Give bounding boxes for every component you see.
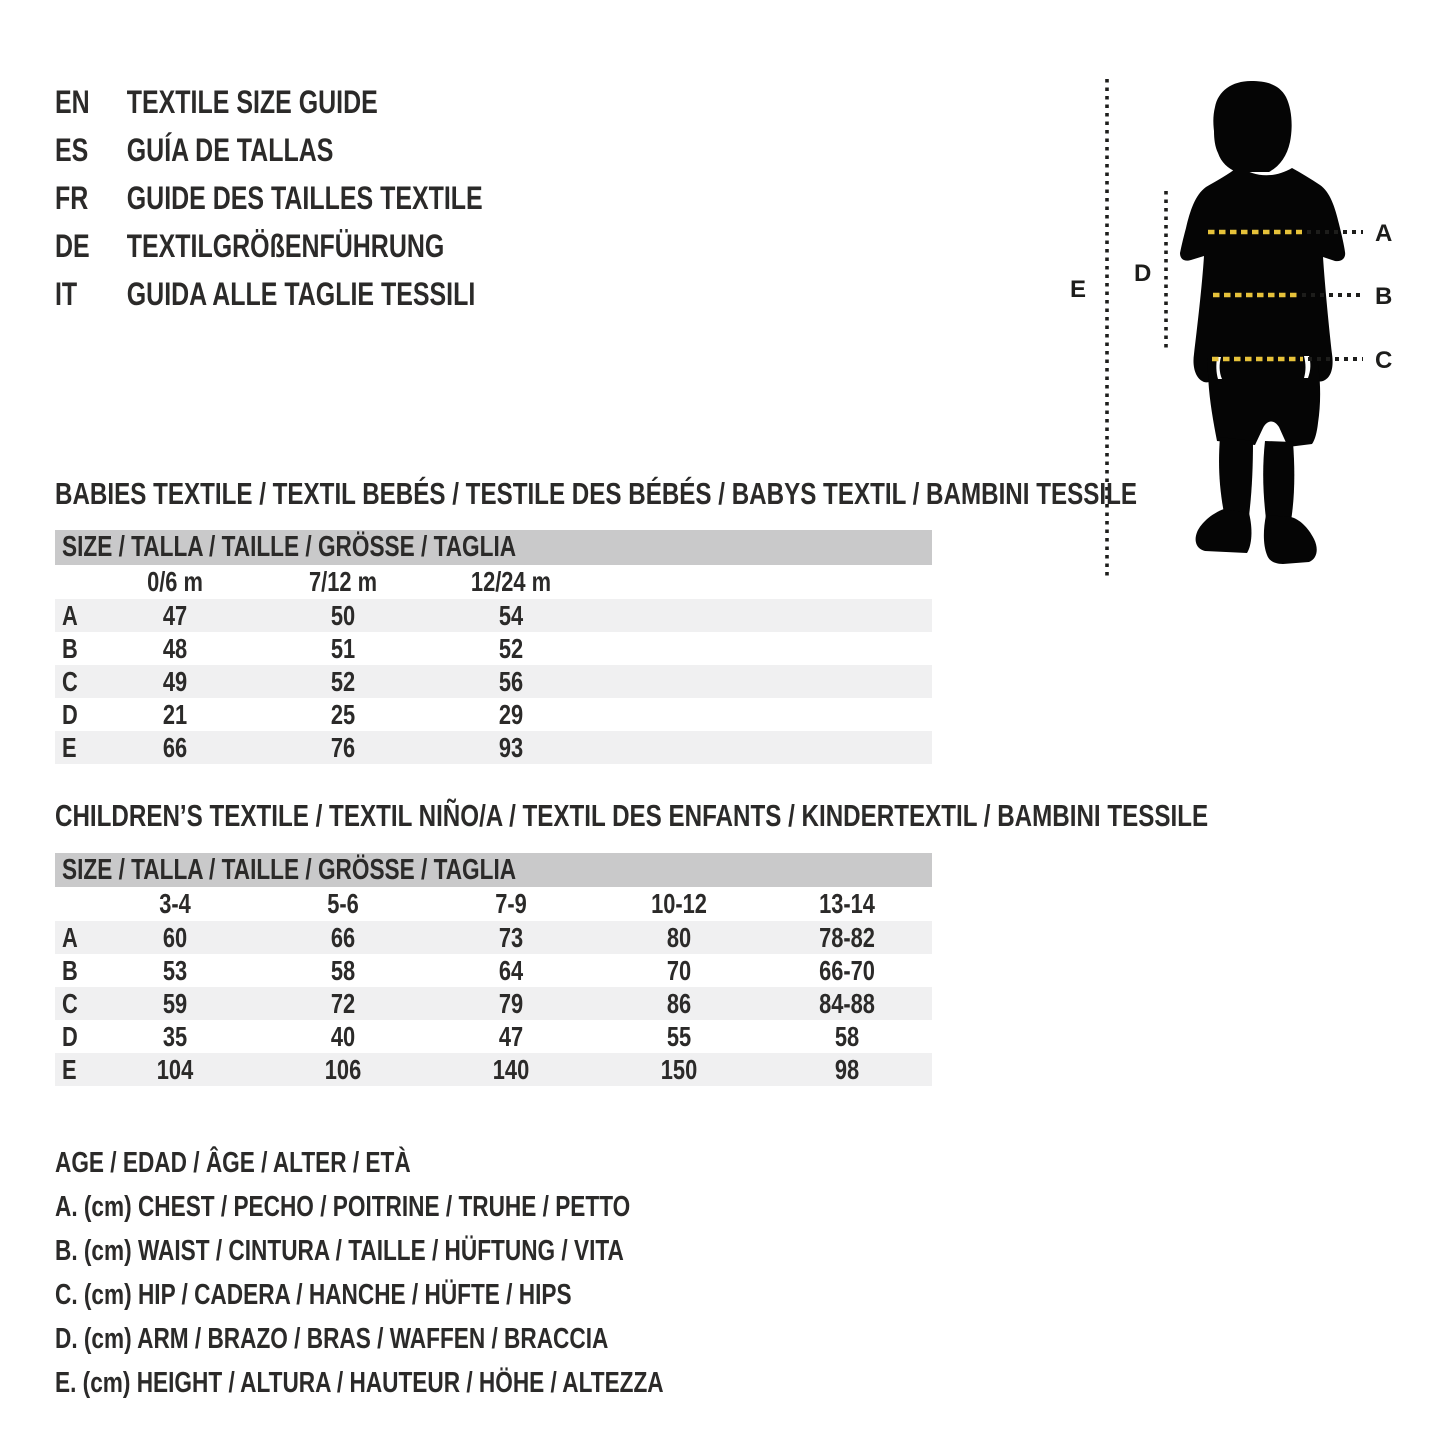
row-label: A: [62, 599, 78, 631]
legend-waist-line: B. (cm) WAIST / CINTURA / TAILLE / HÜFTUNG / VITA: [55, 1234, 624, 1267]
lang-code: EN: [55, 83, 90, 120]
column-header: 13-14: [819, 888, 875, 919]
babies-size-table: [55, 530, 932, 764]
silhouette-shirt: [1180, 166, 1345, 382]
row-label: E: [62, 731, 77, 763]
value-cell: 55: [666, 1020, 692, 1052]
table-row: [55, 731, 932, 764]
babies-size-header-bar: [55, 530, 932, 565]
value-cell: 93: [498, 731, 524, 763]
value-cell: 150: [660, 1053, 698, 1085]
value-cell: 80: [666, 921, 692, 953]
row-label: D: [62, 1020, 78, 1052]
silhouette-left-shoe: [1196, 509, 1252, 553]
lang-row-it: [55, 270, 483, 318]
lang-row-es: [55, 126, 483, 174]
value-cell: 47: [498, 1020, 524, 1052]
label-e: E: [1070, 276, 1087, 303]
children-size-header-bar: [55, 853, 932, 887]
lang-code: IT: [55, 275, 78, 312]
table-row: [55, 987, 932, 1020]
table-row: [55, 698, 932, 731]
lang-title: GUIDE DES TAILLES TEXTILE: [126, 179, 483, 216]
value-cell: 54: [498, 599, 524, 631]
value-cell: 104: [156, 1053, 194, 1085]
silhouette-right-leg: [1263, 441, 1294, 521]
value-cell: 66: [330, 921, 356, 953]
silhouette-right-shoe: [1264, 515, 1317, 564]
child-silhouette: [1180, 81, 1345, 564]
value-cell: 40: [330, 1020, 356, 1052]
value-cell: 98: [834, 1053, 860, 1085]
value-cell: 70: [666, 954, 692, 986]
value-cell: 66: [162, 731, 188, 763]
value-cell: 29: [498, 698, 524, 730]
lang-title: TEXTILE SIZE GUIDE: [126, 83, 378, 120]
value-cell: 76: [330, 731, 356, 763]
children-size-table: [55, 853, 932, 1086]
legend-arm-line: D. (cm) ARM / BRAZO / BRAS / WAFFEN / BRACCIA: [55, 1322, 609, 1355]
babies-section-heading: BABIES TEXTILE / TEXTIL BEBÉS / TESTILE DES BÉBÉS / BABYS TEXTIL / BAMBINI TESSILE: [55, 476, 1137, 511]
column-header: 3-4: [159, 888, 191, 919]
language-title-list: [55, 78, 603, 318]
value-cell: 58: [330, 954, 356, 986]
value-cell: 78-82: [819, 921, 875, 953]
row-label: B: [62, 954, 78, 986]
value-cell: 106: [324, 1053, 362, 1085]
table-row: [55, 954, 932, 987]
value-cell: 35: [162, 1020, 188, 1052]
table-row: [55, 599, 932, 632]
value-cell: 21: [162, 698, 188, 730]
value-cell: 66-70: [819, 954, 875, 986]
lang-title: GUÍA DE TALLAS: [126, 131, 334, 168]
value-cell: 49: [162, 665, 188, 697]
value-cell: 48: [162, 632, 188, 664]
children-section-heading: CHILDREN’S TEXTILE / TEXTIL NIÑO/A / TEXTIL DES ENFANTS / KINDERTEXTIL / BAMBINI TESSILE: [55, 798, 1209, 833]
row-label: C: [62, 665, 78, 697]
row-label: D: [62, 698, 78, 730]
legend-height-line: E. (cm) HEIGHT / ALTURA / HAUTEUR / HÖHE / ALTEZZA: [55, 1366, 664, 1399]
column-header: 5-6: [327, 888, 359, 919]
column-header: 7/12 m: [308, 566, 377, 597]
label-a: A: [1375, 220, 1393, 247]
size-header-label: SIZE / TALLA / TAILLE / GRÖSSE / TAGLIA: [62, 531, 517, 563]
child-silhouette-figure: [1055, 75, 1440, 590]
silhouette-shorts: [1208, 358, 1320, 447]
value-cell: 64: [498, 954, 524, 986]
lang-code: FR: [55, 179, 89, 216]
lang-title: TEXTILGRÖßENFÜHRUNG: [126, 227, 445, 264]
label-b: B: [1375, 283, 1393, 310]
lang-code: DE: [55, 227, 90, 264]
children-column-header-row: [55, 887, 932, 921]
column-header: 7-9: [495, 888, 527, 919]
size-header-label: SIZE / TALLA / TAILLE / GRÖSSE / TAGLIA: [62, 853, 517, 886]
row-label: C: [62, 987, 78, 1019]
row-label: A: [62, 921, 78, 953]
silhouette-head: [1213, 81, 1291, 172]
value-cell: 51: [330, 632, 356, 664]
table-row: [55, 632, 932, 665]
lang-title: GUIDA ALLE TAGLIE TESSILI: [126, 275, 476, 312]
label-c: C: [1375, 347, 1393, 374]
row-label: E: [62, 1053, 77, 1085]
value-cell: 84-88: [819, 987, 875, 1019]
value-cell: 56: [498, 665, 524, 697]
value-cell: 52: [330, 665, 356, 697]
column-header: 0/6 m: [147, 566, 203, 597]
value-cell: 50: [330, 599, 356, 631]
lang-row-de: [55, 222, 483, 270]
value-cell: 25: [330, 698, 356, 730]
value-cell: 86: [666, 987, 692, 1019]
value-cell: 52: [498, 632, 524, 664]
babies-column-header-row: [55, 565, 932, 599]
row-label: B: [62, 632, 78, 664]
table-row: [55, 665, 932, 698]
lang-row-fr: [55, 174, 483, 222]
value-cell: 58: [834, 1020, 860, 1052]
legend-age-line: AGE / EDAD / ÂGE / ALTER / ETÀ: [55, 1146, 411, 1179]
value-cell: 60: [162, 921, 188, 953]
column-header: 10-12: [651, 888, 707, 919]
table-row: [55, 1020, 932, 1053]
silhouette-left-leg: [1219, 437, 1253, 516]
table-row: [55, 921, 932, 954]
value-cell: 53: [162, 954, 188, 986]
lang-code: ES: [55, 131, 89, 168]
table-row: [55, 1053, 932, 1086]
value-cell: 72: [330, 987, 356, 1019]
value-cell: 73: [498, 921, 524, 953]
measurement-legend: [55, 1141, 835, 1405]
column-header: 12/24 m: [470, 566, 552, 597]
legend-chest-line: A. (cm) CHEST / PECHO / POITRINE / TRUHE / PETTO: [55, 1190, 631, 1223]
label-d: D: [1134, 260, 1152, 287]
value-cell: 47: [162, 599, 188, 631]
value-cell: 140: [492, 1053, 530, 1085]
legend-hip-line: C. (cm) HIP / CADERA / HANCHE / HÜFTE / HIPS: [55, 1278, 572, 1311]
value-cell: 59: [162, 987, 188, 1019]
value-cell: 79: [498, 987, 524, 1019]
lang-row-en: [55, 78, 483, 126]
